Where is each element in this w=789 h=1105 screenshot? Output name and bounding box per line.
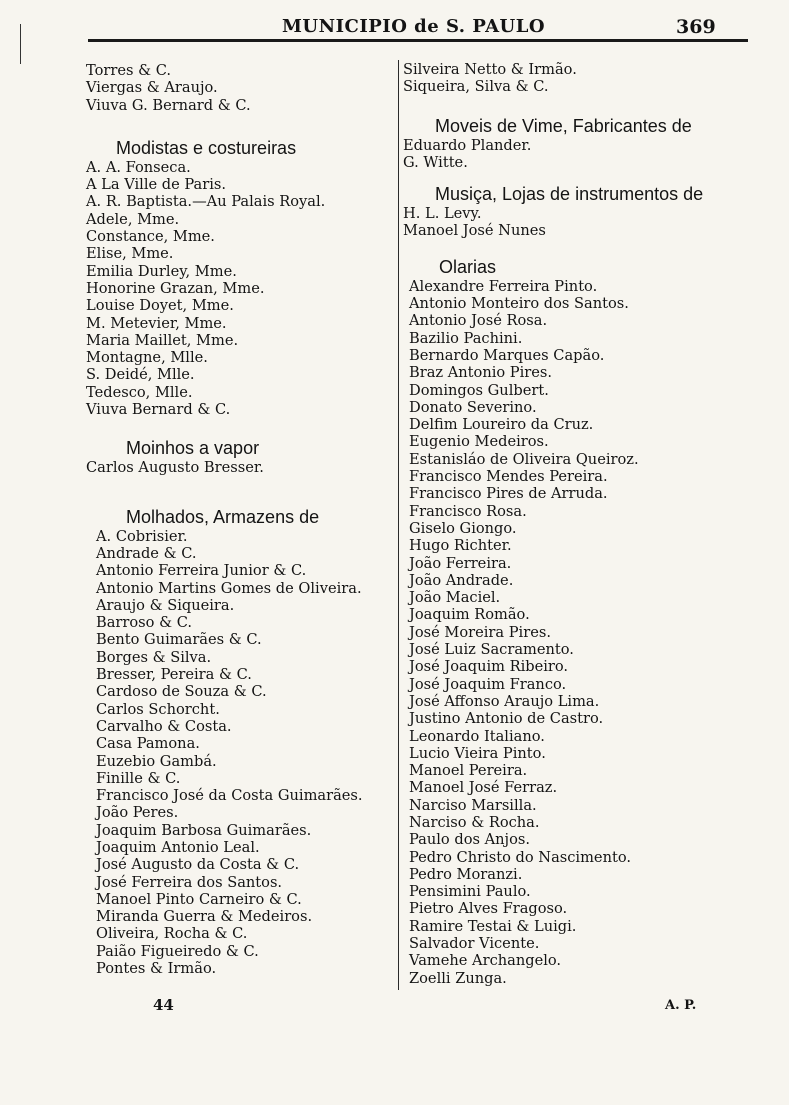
directory-entry: Cardoso de Souza & C. (96, 683, 267, 701)
directory-entry: Braz Antonio Pires. (409, 364, 553, 382)
directory-entry: A. A. Fonseca. (86, 158, 191, 176)
header-rule (88, 39, 748, 42)
directory-section (403, 115, 733, 172)
directory-entry: Leonardo Italiano. (409, 727, 545, 745)
directory-entry: Donato Severino. (409, 398, 537, 416)
margin-rule (20, 24, 21, 64)
directory-entry: Viuva Bernard & C. (86, 401, 231, 419)
entry-list (403, 278, 733, 987)
directory-entry: Manoel José Nunes (403, 222, 546, 240)
printer-mark: A. P. (665, 998, 697, 1013)
directory-entry: Carvalho & Costa. (96, 717, 232, 735)
directory-entry: Euzebio Gambá. (96, 752, 217, 770)
section-heading: Molhados, Armazens de (126, 506, 320, 527)
directory-entry: Pedro Christo do Nascimento. (409, 848, 632, 866)
directory-entry: Viergas & Araujo. (86, 79, 218, 97)
directory-entry: João Maciel. (409, 589, 501, 607)
directory-entry: Paulo dos Anjos. (409, 831, 530, 849)
directory-entry: M. Metevier, Mme. (86, 314, 227, 332)
directory-entry: Paião Figueiredo & C. (96, 942, 259, 960)
directory-entry: Bazilio Pachini. (409, 329, 523, 347)
directory-entry: S. Deidé, Mlle. (86, 366, 195, 384)
directory-entry: José Affonso Araujo Lima. (409, 692, 600, 710)
directory-entry: Bernardo Marques Capão. (409, 346, 605, 364)
directory-entry: José Moreira Pires. (409, 623, 551, 641)
directory-entry: Emilia Durley, Mme. (86, 262, 237, 280)
entry-list (403, 137, 733, 172)
directory-entry: Elise, Mme. (86, 245, 174, 263)
carryover-list (403, 61, 733, 96)
directory-entry: A. R. Baptista.—Au Palais Royal. (86, 193, 326, 211)
directory-entry: Carlos Augusto Bresser. (86, 459, 264, 477)
folio-number: 44 (153, 996, 174, 1014)
running-head: MUNICIPIO de S. PAULO (282, 16, 546, 37)
directory-entry: Joaquim Barbosa Guimarães. (96, 821, 312, 839)
left-column (86, 62, 392, 977)
directory-entry: Bresser, Pereira & C. (96, 666, 252, 684)
directory-entry: Francisco José da Costa Guimarães. (96, 787, 363, 805)
directory-entry: Manoel José Ferraz. (409, 779, 558, 797)
directory-entry: Bento Guimarães & C. (96, 631, 262, 649)
right-column (403, 61, 733, 987)
directory-entry: Maria Maillet, Mme. (86, 331, 239, 349)
directory-entry: Andrade & C. (96, 544, 197, 562)
directory-entry: Salvador Vicente. (409, 935, 540, 953)
directory-entry: Araujo & Siqueira. (96, 596, 235, 614)
directory-entry: Antonio José Rosa. (409, 312, 548, 330)
directory-entry: Casa Pamona. (96, 735, 200, 753)
directory-entry: A. Cobrisier. (96, 527, 188, 545)
directory-entry: Barroso & C. (96, 614, 192, 632)
directory-entry: Pedro Moranzi. (409, 865, 523, 883)
directory-entry: A La Ville de Paris. (86, 176, 227, 194)
directory-entry: Justino Antonio de Castro. (409, 710, 604, 728)
section-heading: Modistas e costureiras (116, 137, 297, 158)
directory-entry: Borges & Silva. (96, 648, 212, 666)
section-heading: Moveis de Vime, Fabricantes de (435, 115, 692, 136)
directory-entry: Constance, Mme. (86, 228, 215, 246)
directory-entry: Miranda Guerra & Medeiros. (96, 908, 313, 926)
directory-section (86, 137, 392, 418)
directory-entry: Manoel Pinto Carneiro & C. (96, 890, 302, 908)
directory-entry: Estanisláo de Oliveira Queiroz. (409, 450, 639, 468)
directory-entry: Delfim Loureiro da Cruz. (409, 416, 594, 434)
directory-entry: Lucio Vieira Pinto. (409, 744, 546, 762)
directory-entry: José Ferreira dos Santos. (96, 873, 283, 891)
directory-entry: Francisco Pires de Arruda. (409, 485, 608, 503)
directory-entry: Torres & C. (86, 62, 172, 79)
directory-entry: José Luiz Sacramento. (409, 641, 574, 659)
directory-entry: José Joaquim Franco. (409, 675, 567, 693)
directory-entry: Alexandre Ferreira Pinto. (409, 277, 598, 295)
section-heading: Moinhos a vapor (126, 438, 260, 459)
directory-entry: Adele, Mme. (86, 210, 180, 228)
directory-entry: Silveira Netto & Irmão. (403, 61, 577, 78)
directory-entry: G. Witte. (403, 153, 468, 171)
entry-list (86, 159, 392, 418)
directory-entry: Zoelli Zunga. (409, 969, 507, 987)
directory-entry: Narciso & Rocha. (409, 813, 540, 831)
directory-section (403, 183, 733, 240)
section-heading: Musiça, Lojas de instrumentos de (435, 184, 704, 205)
directory-entry: Finille & C. (96, 769, 181, 787)
directory-entry: Vamehe Archangelo. (409, 952, 562, 970)
directory-entry: Carlos Schorcht. (96, 700, 220, 718)
directory-entry: Honorine Grazan, Mme. (86, 279, 265, 297)
directory-entry: Manoel Pereira. (409, 762, 528, 780)
directory-entry: Louise Doyet, Mme. (86, 297, 234, 315)
directory-entry: João Ferreira. (409, 554, 512, 572)
directory-entry: José Joaquim Ribeiro. (409, 658, 569, 676)
directory-entry: Montagne, Mlle. (86, 349, 208, 367)
entry-list (86, 528, 392, 978)
directory-entry: Francisco Mendes Pereira. (409, 468, 608, 486)
directory-entry: Viuva G. Bernard & C. (86, 96, 251, 114)
directory-entry: Hugo Richter. (409, 537, 512, 555)
directory-entry: Narciso Marsilla. (409, 796, 537, 814)
directory-entry: Pensimini Paulo. (409, 883, 531, 901)
carryover-list (86, 62, 392, 114)
directory-entry: José Augusto da Costa & C. (96, 856, 300, 874)
directory-entry: Tedesco, Mlle. (86, 383, 193, 401)
directory-section (86, 506, 392, 978)
directory-entry: Eugenio Medeiros. (409, 433, 549, 451)
entry-list (403, 205, 733, 240)
directory-entry: Antonio Martins Gomes de Oliveira. (96, 579, 362, 597)
directory-entry: Pietro Alves Fragoso. (409, 900, 568, 918)
directory-entry: Antonio Ferreira Junior & C. (96, 562, 307, 580)
directory-entry: Antonio Monteiro dos Santos. (409, 295, 629, 313)
directory-entry: João Peres. (96, 804, 179, 822)
directory-entry: Oliveira, Rocha & C. (96, 925, 248, 943)
column-divider (398, 60, 399, 990)
page-number: 369 (676, 16, 716, 38)
directory-entry: João Andrade. (409, 571, 514, 589)
directory-section (86, 437, 392, 476)
directory-entry: Domingos Gulbert. (409, 381, 549, 399)
directory-entry: H. L. Levy. (403, 205, 482, 223)
directory-entry: Joaquim Romão. (409, 606, 530, 624)
section-heading: Olarias (439, 256, 497, 277)
directory-entry: Pontes & Irmão. (96, 960, 217, 978)
directory-entry: Joaquim Antonio Leal. (96, 838, 260, 856)
directory-entry: Siqueira, Silva & C. (403, 78, 549, 96)
directory-entry: Francisco Rosa. (409, 502, 527, 520)
directory-section (403, 256, 733, 987)
directory-entry: Ramire Testai & Luigi. (409, 917, 577, 935)
entry-list (86, 459, 392, 476)
directory-entry: Giselo Giongo. (409, 519, 517, 537)
directory-entry: Eduardo Plander. (403, 136, 532, 154)
